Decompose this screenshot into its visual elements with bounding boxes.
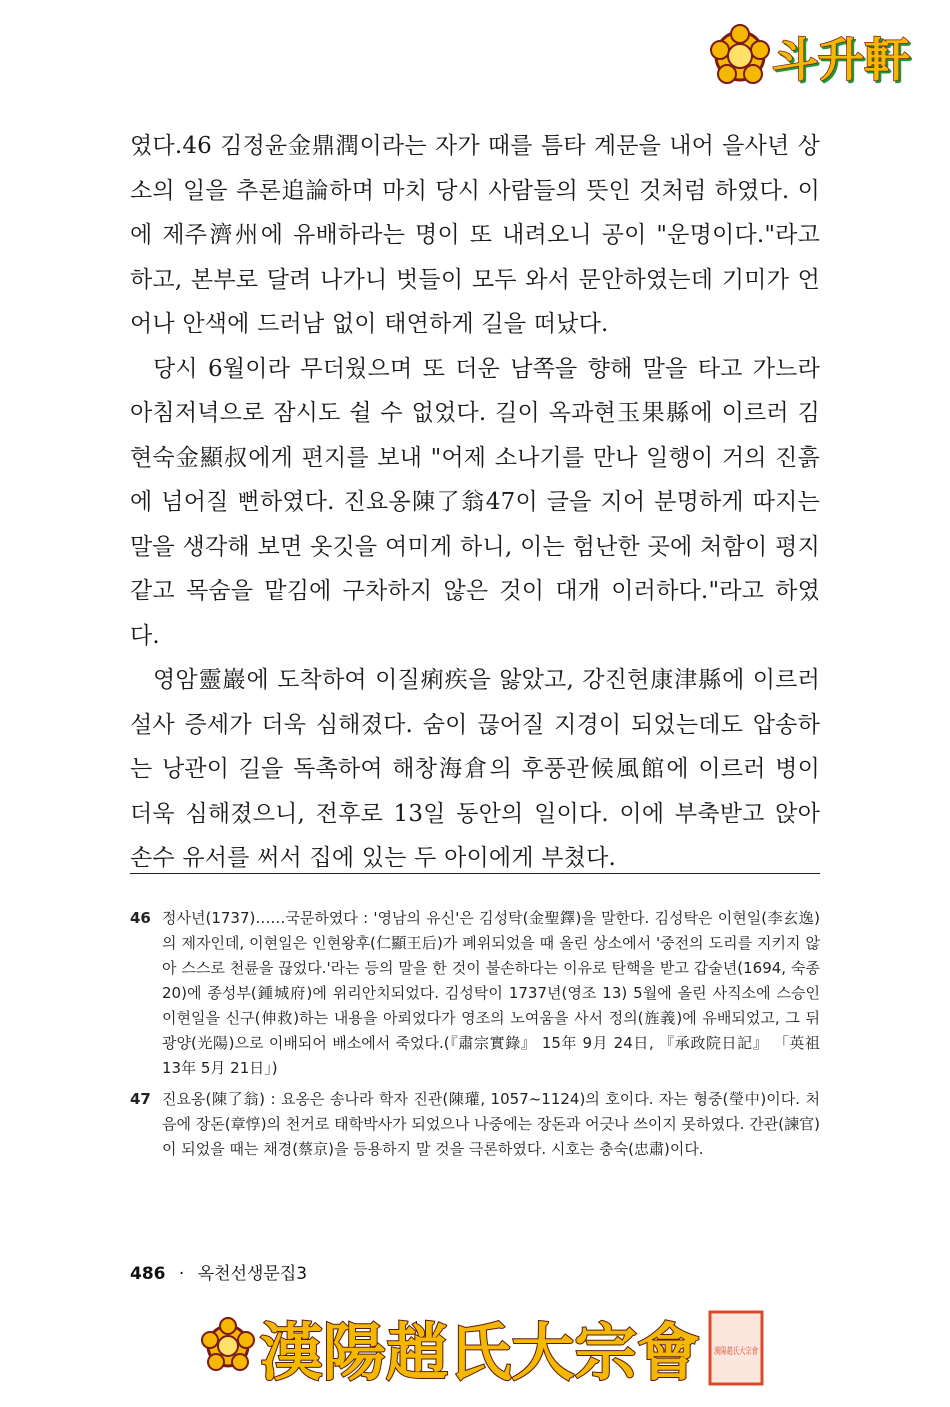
body-text	[130, 124, 820, 881]
footer-separator: ·	[178, 1264, 185, 1284]
paragraph: 였다.46 김정윤金鼎潤이라는 자가 때를 틈타 계문을 내어 을사년 상소의 일을 추론追論하며 마치 당시 사람들의 뜻인 것처럼 하였다. 이에 제주濟州에 유배하라는 명이 또 내려오니 공이 "운명이다."라고 하고, 본부로 달려 나가니 벗들이 모두 와서 문안하였는데 기미가 언어나 안색에 드러남 없이 태연하게 길을 떠났다.	[130, 133, 820, 337]
footnote	[130, 906, 820, 1081]
flower-seal-icon	[711, 25, 769, 83]
top-logo	[712, 18, 922, 94]
red-seal-stamp	[710, 1312, 778, 1384]
footnote-number: 46	[130, 909, 151, 927]
flower-seal-icon	[202, 1318, 254, 1370]
page-number: 486	[130, 1264, 166, 1284]
footnote-divider	[130, 873, 820, 874]
paragraph: 영암靈巖에 도착하여 이질痢疾을 앓았고, 강진현康津縣에 이르러 설사 증세가 더욱 심해졌다. 숨이 끊어질 지경이 되었는데도 압송하는 낭관이 길을 독촉하여 해창海倉의 후풍관候風館에 이르러 병이 더욱 심해졌으니, 전후로 13일 동안의 일이다. 이에 부축받고 앉아 손수 유서를 써서 집에 있는 두 아이에게 부쳤다.	[130, 667, 820, 871]
footnote	[130, 1087, 820, 1162]
footnote-number: 47	[130, 1090, 151, 1108]
book-title: 옥천선생문집3	[197, 1264, 308, 1284]
footnotes	[130, 906, 820, 1168]
paragraph: 당시 6월이라 무더웠으며 또 더운 남쪽을 향해 말을 타고 가느라 아침저녁으로 잠시도 쉴 수 없었다. 길이 옥과현玉果縣에 이르러 김현숙金顯叔에게 편지를 보내 "어제 소나기를 만나 일행이 거의 진흙에 넘어질 뻔하였다. 진요옹陳了翁47이 글을 지어 분명하게 따지는 말을 생각해 보면 옷깃을 여미게 하니, 이는 험난한 곳에 처함이 평지 같고 목숨을 맡김에 구차하지 않은 것이 대개 이러하다."라고 하였다.	[130, 355, 820, 649]
bottom-logo-text: 漢陽趙氏大宗會	[260, 1316, 700, 1389]
bottom-logo	[198, 1302, 778, 1394]
page-footer	[130, 1259, 307, 1284]
footnote-text: 진요옹(陳了翁) : 요옹은 송나라 학자 진관(陳瓘, 1057~1124)의 호이다. 자는 형중(瑩中)이다. 처음에 장돈(章惇)의 천거로 태학박사가 되었으나 나중에는 장돈과 어긋나 쓰이지 못하였다. 간관(諫官)이 되었을 때는 채경(蔡京)을 등용하지 말 것을 극론하였다. 시호는 충숙(忠肅)이다.	[162, 1090, 820, 1158]
svg-text:漢陽趙氏大宗會: 漢陽趙氏大宗會	[714, 1347, 778, 1357]
footnote-text: 정사년(1737)……국문하였다 : '영남의 유신'은 김성탁(金聖鐸)을 말한다. 김성탁은 이현일(李玄逸)의 제자인데, 이현일은 인현왕후(仁顯王后)가 폐위되었을 때 올린 상소에서 '중전의 도리를 지키지 않아 스스로 천륜을 끊었다.'라는 등의 말을 한 것이 불손하다는 이유로 탄핵을 받고 갑술년(1694, 숙종 20)에 종성부(鍾城府)에 위리안치되었다. 김성탁이 1737년(영조 13) 5월에 올린 사직소에 스승인 이현일을 신구(伸救)하는 내용을 아뢰었다가 영조의 노여움을 사서 정의(旌義)에 유배되었고, 그 뒤 광양(光陽)으로 이배되어 배소에서 죽었다.(『肅宗實錄』 15年 9月 24日, 『承政院日記』 「英祖 13年 5月 21日」)	[162, 909, 820, 1077]
top-logo-text: 斗升軒	[772, 33, 910, 87]
